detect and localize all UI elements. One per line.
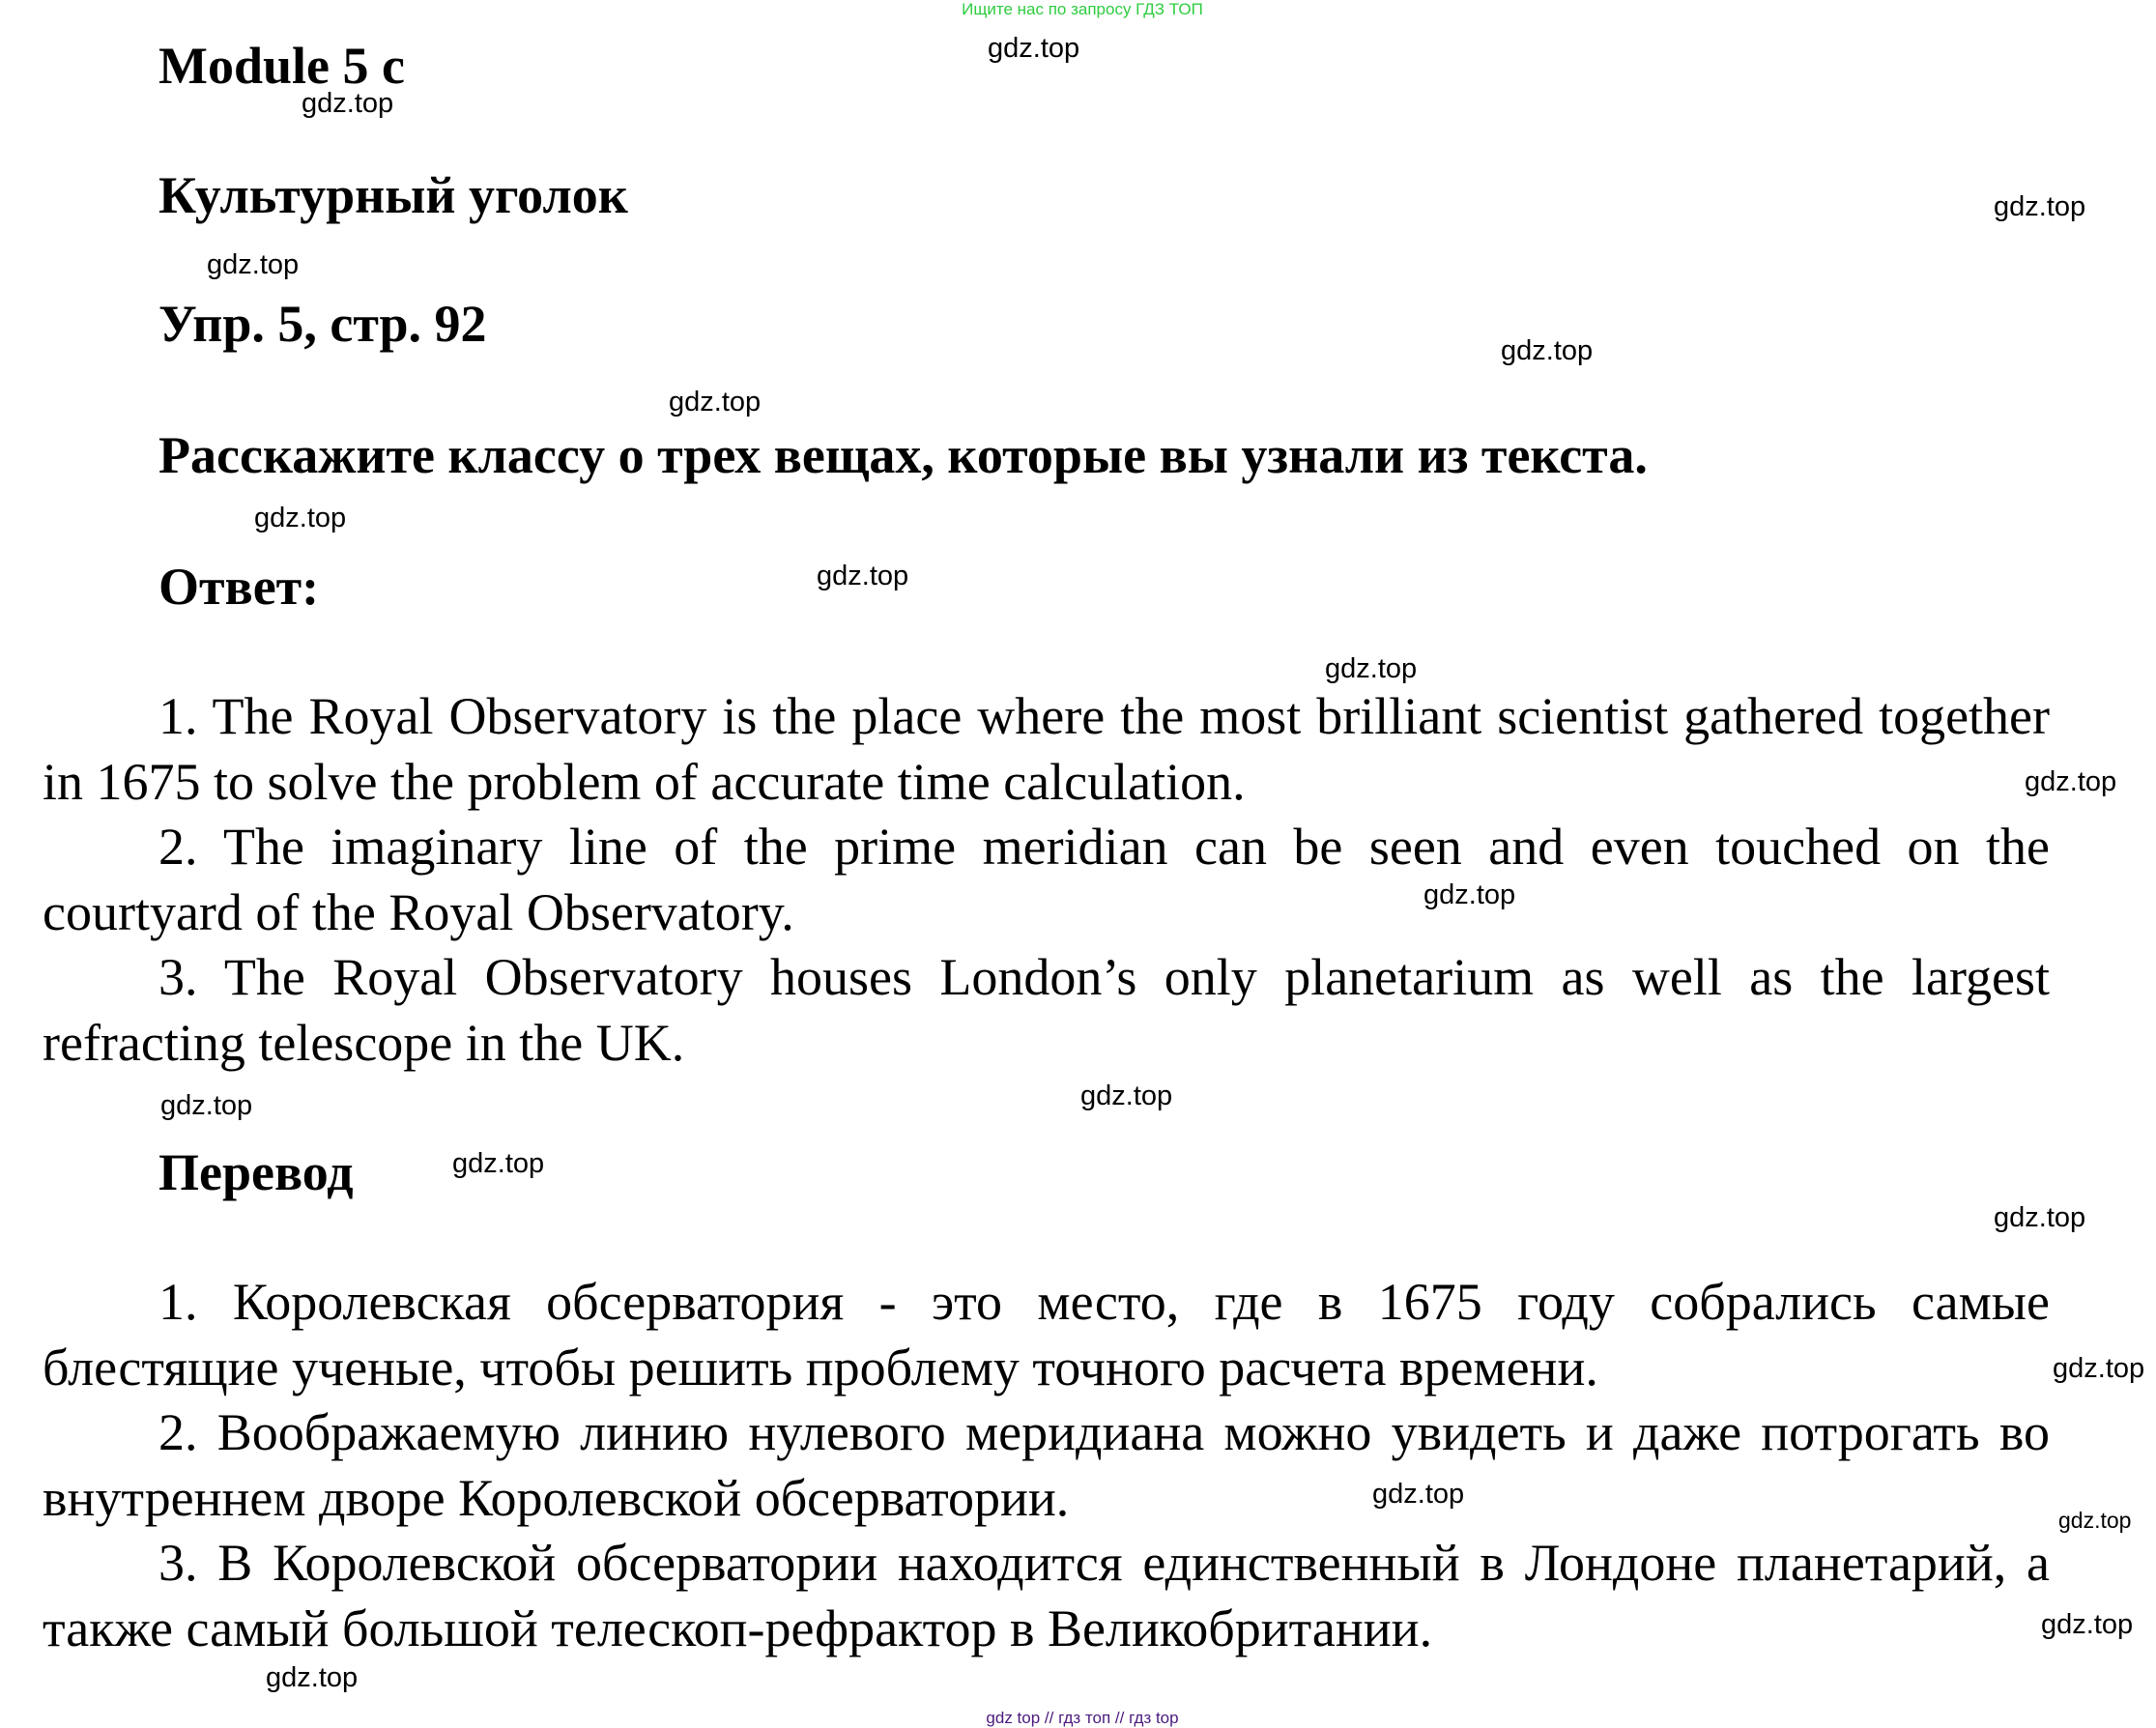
translation-label: Перевод — [158, 1143, 354, 1201]
watermark: gdz.top — [1994, 191, 2086, 222]
watermark: gdz.top — [302, 88, 394, 119]
watermark: gdz.top — [1501, 335, 1594, 366]
answer-item: 3. The Royal Observatory houses London’s only planetarium as well as the largest refracting telescope in the UK. — [43, 948, 2050, 1072]
watermark: gdz.top — [2058, 1508, 2132, 1533]
task-text: Расскажите классу о трех вещах, которые вы узнали из текста. — [158, 426, 1648, 484]
answer-item: 1. The Royal Observatory is the place where the most brilliant scientist gathered together in 1675 to solve the problem of accurate time calculation. — [43, 687, 2050, 811]
watermark: gdz.top — [160, 1090, 253, 1121]
section-title: Культурный уголок — [158, 166, 628, 224]
translation-item: 1. Королевская обсерватория - это место, где в 1675 году собрались самые блестящие ученые, чтобы решить проблему точного расчета времени. — [43, 1273, 2050, 1397]
watermark: gdz.top — [817, 561, 909, 591]
watermark: gdz.top — [988, 33, 1080, 64]
translation-item: 3. В Королевской обсерватории находится единственный в Лондоне планетарий, а также самый большой телескоп-рефрактор в Великобритании. — [43, 1534, 2050, 1657]
watermark: gdz.top — [207, 249, 300, 280]
watermark: gdz.top — [2041, 1609, 2134, 1640]
answer-item: 2. The imaginary line of the prime meridian can be seen and even touched on the courtyard of the Royal Observatory. — [43, 818, 2050, 941]
watermark: gdz.top — [2025, 766, 2117, 797]
watermark: gdz.top — [254, 503, 347, 533]
watermark: gdz.top — [452, 1148, 545, 1179]
answer-label: Ответ: — [158, 558, 320, 616]
watermark: gdz.top — [669, 387, 762, 418]
footer-links: gdz top // гдз топ // гдз top — [986, 1709, 1179, 1727]
search-hint-banner: Ищите нас по запросу ГДЗ ТОП — [962, 0, 1203, 18]
watermark: gdz.top — [1372, 1479, 1465, 1510]
exercise-title: Упр. 5, стр. 92 — [158, 295, 487, 353]
watermark: gdz.top — [266, 1662, 359, 1693]
watermark: gdz.top — [1994, 1202, 2086, 1233]
module-title: Module 5 c — [158, 37, 405, 95]
answers-list — [43, 684, 2050, 1076]
translations-list — [43, 1270, 2050, 1661]
watermark: gdz.top — [2053, 1353, 2145, 1384]
translation-item: 2. Воображаемую линию нулевого меридиана можно увидеть и даже потрогать во внутреннем дворе Королевской обсерватории. — [43, 1403, 2050, 1527]
watermark: gdz.top — [1325, 653, 1418, 684]
watermark: gdz.top — [1423, 879, 1516, 910]
watermark: gdz.top — [1080, 1080, 1173, 1111]
